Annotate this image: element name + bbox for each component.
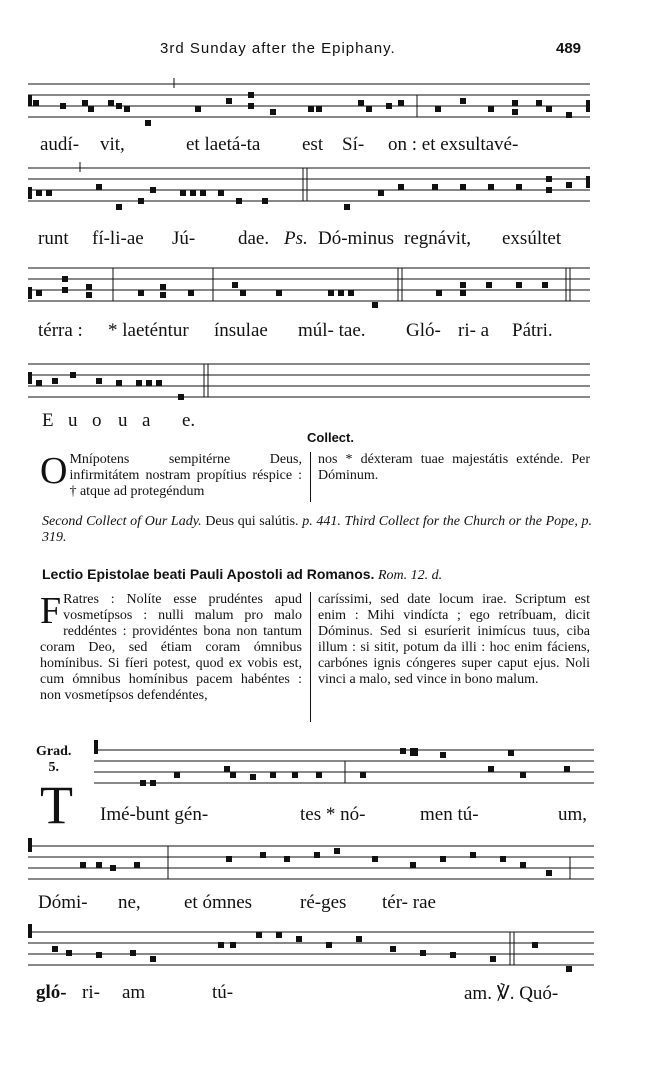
collect-dropcap: O <box>40 450 68 492</box>
lectio-column-divider <box>310 592 311 722</box>
chant-staff-5 <box>0 736 661 792</box>
page-header <box>0 40 661 64</box>
collect-left-column <box>40 452 302 500</box>
gradual-initial: T <box>40 775 73 835</box>
chant-staff-4 <box>0 358 661 410</box>
collect-right-text: nos * déxteram tuae majestátis exténde. Per Dóminum. <box>318 452 590 483</box>
lectio-heading: Lectio Epistolae beati Pauli Apostoli ad Romanos. Rom. 12. d. <box>42 566 443 583</box>
chant-staff-1 <box>0 78 661 134</box>
collect-left-text: Mnípotens sempitérne Deus, infirmitátem nostram propítius réspice : † atque ad protegéndum <box>69 452 302 499</box>
collect-column-divider <box>310 452 311 502</box>
gradual-label: Grad. 5. <box>36 744 72 775</box>
chant-staff-2 <box>0 162 661 218</box>
running-title: 3rd Sunday after the Epiphany. <box>160 40 396 57</box>
lectio-left-text: Ratres : Nolíte esse prudéntes apud vosmetípsos : nulli malum pro malo reddéntes : providéntes bona non tantum coram Deo, sed étiam coram ómnibus homínibus. Si fíeri potest, quod ex vobis est, cum ómnibus homínibus pacem habéntes : non vosmetípsos defendéntes, <box>40 592 302 703</box>
page-number: 489 <box>556 40 582 57</box>
collect-right-column <box>318 452 590 484</box>
lectio-right-column <box>318 592 590 688</box>
lectio-right-text: caríssimi, sed date locum irae. Scriptum est enim : Mihi vindícta ; ego retríbuam, dicit Dóminus. Sed si esuríerit inimícus tuus, ciba illum : si sitit, potum da illi : hoc enim fáciens, carbónes ignis cóngeres super caput ejus. Noli vinci a malo, sed vince in bono malum. <box>318 592 590 687</box>
lectio-dropcap: F <box>40 590 62 632</box>
collect-heading: Collect. <box>307 430 354 445</box>
chant-staff-6 <box>0 832 661 888</box>
lectio-left-column <box>40 592 302 704</box>
chant-staff-7 <box>0 922 661 978</box>
second-collect-note: Second Collect of Our Lady. Deus qui salútis. p. 441. Third Collect for the Church or the Pope, p. 319. <box>42 514 593 545</box>
chant-staff-3 <box>0 262 661 320</box>
